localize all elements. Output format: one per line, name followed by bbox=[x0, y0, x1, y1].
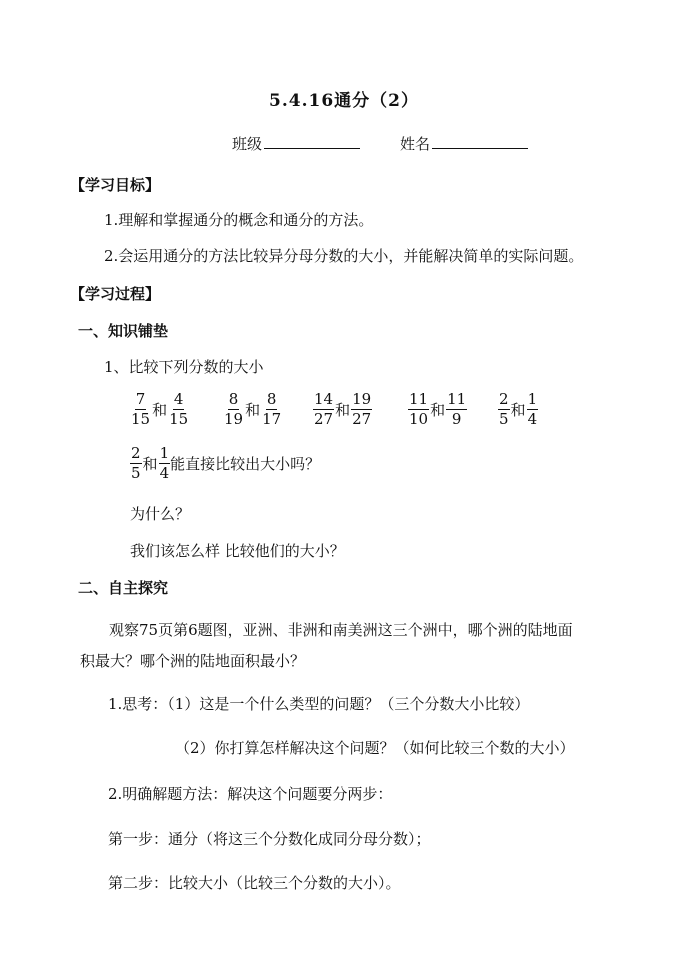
name-blank[interactable] bbox=[432, 148, 528, 149]
and-connector: 和 bbox=[142, 455, 158, 473]
and-connector: 和 bbox=[510, 401, 526, 419]
think-question-1: 1.思考：（1）这是一个什么类型的问题？（三个分数大小比较） bbox=[108, 695, 530, 713]
section2-paragraph-line2: 积最大？哪个洲的陆地面积最小？ bbox=[80, 652, 306, 670]
question-suffix: 能直接比较出大小吗？ bbox=[170, 455, 321, 473]
class-label: 班级 bbox=[232, 135, 263, 153]
and-connector: 和 bbox=[152, 401, 168, 419]
section2-paragraph-line1: 观察75页第6题图，亚洲、非洲和南美洲这三个洲中，哪个洲的陆地面 bbox=[109, 621, 573, 639]
fraction: $\frac{7}{15}$ bbox=[131, 390, 151, 428]
and-connector: 和 bbox=[245, 401, 261, 419]
comparison-question bbox=[130, 446, 320, 481]
and-connector: 和 bbox=[430, 401, 446, 419]
name-field bbox=[400, 133, 528, 154]
name-label: 姓名 bbox=[400, 135, 431, 153]
objective-item-2: 2.会运用通分的方法比较异分母分数的大小，并能解决简单的实际问题。 bbox=[104, 247, 584, 265]
step-1: 第一步：通分（将这三个分数化成同分母分数）； bbox=[108, 830, 431, 848]
fraction-pair-4 bbox=[408, 392, 467, 427]
fraction: $\frac{14}{27}$ bbox=[314, 390, 334, 428]
fraction: $\frac{11}{9}$ bbox=[447, 390, 467, 428]
fraction: $\frac{19}{27}$ bbox=[352, 390, 372, 428]
fraction: $\frac{2}{5}$ bbox=[499, 390, 509, 428]
fraction: $\frac{11}{10}$ bbox=[409, 390, 429, 428]
class-blank[interactable] bbox=[264, 148, 360, 149]
think-question-2: （2）你打算怎样解决这个问题？（如何比较三个数的大小） bbox=[175, 739, 575, 757]
and-connector: 和 bbox=[335, 401, 351, 419]
fraction-pair-3 bbox=[313, 392, 372, 427]
page-title: 5.4.16通分（2） bbox=[269, 91, 419, 111]
fraction: $\frac{1}{4}$ bbox=[159, 444, 170, 482]
why-question: 为什么？ bbox=[130, 505, 191, 523]
step-2: 第二步：比较大小（比较三个分数的大小）。 bbox=[108, 874, 401, 892]
fraction-pair-1 bbox=[130, 392, 189, 427]
fraction: $\frac{8}{17}$ bbox=[262, 390, 282, 428]
objectives-heading: 【学习目标】 bbox=[70, 176, 161, 194]
fraction-pair-2 bbox=[223, 392, 282, 427]
fraction: $\frac{1}{4}$ bbox=[527, 390, 538, 428]
fraction-pair-5 bbox=[498, 392, 538, 427]
fraction: $\frac{8}{19}$ bbox=[224, 390, 244, 428]
fraction: $\frac{4}{15}$ bbox=[169, 390, 189, 428]
section1-item-1: 1、比较下列分数的大小 bbox=[104, 358, 264, 376]
how-question: 我们该怎么样 比较他们的大小？ bbox=[130, 542, 345, 560]
objective-item-1: 1.理解和掌握通分的概念和通分的方法。 bbox=[104, 211, 374, 229]
section2-heading: 二、自主探究 bbox=[78, 579, 169, 597]
class-field bbox=[232, 133, 360, 154]
fraction: $\frac{2}{5}$ bbox=[131, 444, 141, 482]
method-line: 2.明确解题方法：解决这个问题要分两步： bbox=[108, 785, 393, 803]
section1-heading: 一、知识铺垫 bbox=[78, 322, 169, 340]
process-heading: 【学习过程】 bbox=[70, 285, 161, 303]
